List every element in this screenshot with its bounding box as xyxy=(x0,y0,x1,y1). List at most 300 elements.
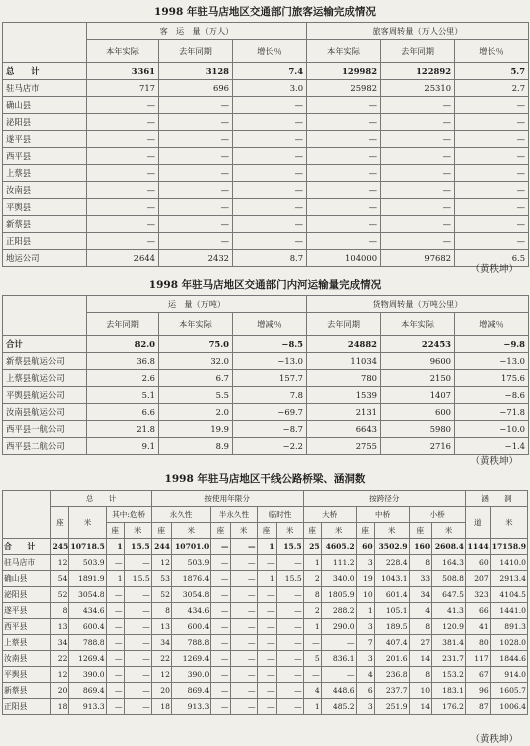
table-cell: 2716 xyxy=(381,438,455,455)
table-cell: 1876.4 xyxy=(171,571,210,587)
table-cell: −13.0 xyxy=(233,353,307,370)
table-cell: 3054.8 xyxy=(171,587,210,603)
table-cell: 12 xyxy=(151,555,171,571)
table-cell: 15.5 xyxy=(124,571,151,587)
table-cell: 160 xyxy=(409,539,432,555)
table1-author: （黄秩坤） xyxy=(470,264,518,275)
table-cell: — xyxy=(124,683,151,699)
table-cell: — xyxy=(455,233,529,250)
table-cell: 647.5 xyxy=(432,587,466,603)
row-label: 上蔡县 xyxy=(3,165,87,182)
table-row xyxy=(3,250,529,267)
table-cell: 1144 xyxy=(465,539,490,555)
row-label: 汝南县 xyxy=(3,651,51,667)
row-label: 西平县二航公司 xyxy=(3,438,87,455)
table-cell: 82.0 xyxy=(87,336,159,353)
table-cell: 34 xyxy=(51,635,69,651)
table3-author: （黄秩坤） xyxy=(470,734,518,745)
column-header: 小桥 xyxy=(409,507,465,523)
table-cell: 164.3 xyxy=(432,555,466,571)
table-row xyxy=(3,216,529,233)
table-row xyxy=(3,651,528,667)
table-cell: 7.8 xyxy=(233,387,307,404)
unit-header: 米 xyxy=(321,523,356,539)
table-cell: 7 xyxy=(356,635,374,651)
table-row xyxy=(3,555,528,571)
table-row xyxy=(3,336,529,353)
corner-cell xyxy=(3,491,51,539)
table-row xyxy=(3,587,528,603)
table-cell: 34 xyxy=(151,635,171,651)
table-cell: 15.5 xyxy=(276,571,303,587)
table-cell: — xyxy=(233,182,307,199)
table-cell: 2.0 xyxy=(159,404,233,421)
table-cell: 129982 xyxy=(307,63,381,80)
table-cell: −10.0 xyxy=(455,421,529,438)
table-cell: 6.6 xyxy=(87,404,159,421)
table-cell: 20 xyxy=(151,683,171,699)
table-cell: 153.2 xyxy=(432,667,466,683)
bridge-culvert-table xyxy=(2,490,528,715)
table-cell: 891.3 xyxy=(490,619,527,635)
table-cell: 1805.9 xyxy=(321,587,356,603)
column-header: 其中:危桥 xyxy=(106,507,151,523)
table-cell: 503.9 xyxy=(69,555,106,571)
table-row xyxy=(3,683,528,699)
table-cell: — xyxy=(87,165,159,182)
table-cell: — xyxy=(124,699,151,715)
table-cell: −8.6 xyxy=(455,387,529,404)
table-cell: 80 xyxy=(465,635,490,651)
table-cell: — xyxy=(87,233,159,250)
group-header: 按跨径分 xyxy=(303,491,465,507)
row-label: 西平县 xyxy=(3,619,51,635)
table-cell: — xyxy=(211,667,230,683)
table-cell: 788.8 xyxy=(69,635,106,651)
table-cell: 323 xyxy=(465,587,490,603)
table-cell: — xyxy=(87,97,159,114)
table-cell: — xyxy=(381,148,455,165)
table-cell: — xyxy=(230,539,257,555)
table-cell: −9.8 xyxy=(455,336,529,353)
column-header: 去年同期 xyxy=(381,40,455,63)
table-row xyxy=(3,182,529,199)
table-cell: — xyxy=(211,699,230,715)
table-cell: — xyxy=(211,571,230,587)
table-cell: 228.4 xyxy=(374,555,409,571)
row-label: 汝南县 xyxy=(3,182,87,199)
table-cell: — xyxy=(307,182,381,199)
table-cell: — xyxy=(159,199,233,216)
table-cell: — xyxy=(230,667,257,683)
column-header: 增长％ xyxy=(455,40,529,63)
table-cell: 1844.6 xyxy=(490,651,527,667)
table-row xyxy=(3,131,529,148)
table-cell: 914.0 xyxy=(490,667,527,683)
table-cell: 251.9 xyxy=(374,699,409,715)
table-cell: 340.0 xyxy=(321,571,356,587)
row-label: 遂平县 xyxy=(3,131,87,148)
table-cell: — xyxy=(257,635,276,651)
table-cell: — xyxy=(307,148,381,165)
table-cell: 237.7 xyxy=(374,683,409,699)
row-label: 上蔡县航运公司 xyxy=(3,370,87,387)
table-cell: — xyxy=(276,555,303,571)
table-cell: 508.8 xyxy=(432,571,466,587)
table-cell: — xyxy=(211,587,230,603)
unit-header: 米 xyxy=(432,523,466,539)
table-cell: 7.4 xyxy=(233,63,307,80)
table-cell: 407.4 xyxy=(374,635,409,651)
table-cell: 25310 xyxy=(381,80,455,97)
column-header: 本年实际 xyxy=(307,40,381,63)
table-cell: — xyxy=(124,635,151,651)
table-cell: 11034 xyxy=(307,353,381,370)
table-cell: 12 xyxy=(51,555,69,571)
table-cell: 104000 xyxy=(307,250,381,267)
table-cell: 52 xyxy=(151,587,171,603)
table-cell: 601.4 xyxy=(374,587,409,603)
table1-title: 1998 年驻马店地区交通部门旅客运输完成情况 xyxy=(154,6,376,18)
table-cell: — xyxy=(381,165,455,182)
table-cell: 2608.4 xyxy=(432,539,466,555)
table-cell: 15.5 xyxy=(276,539,303,555)
table-cell: — xyxy=(211,651,230,667)
table-cell: — xyxy=(87,148,159,165)
table-row xyxy=(3,619,528,635)
table-cell: — xyxy=(230,635,257,651)
table-cell: — xyxy=(233,114,307,131)
table-cell: 175.6 xyxy=(455,370,529,387)
table-cell: — xyxy=(276,619,303,635)
table-cell: 111.2 xyxy=(321,555,356,571)
table-cell: — xyxy=(230,683,257,699)
group-header: 运 量（万吨） xyxy=(87,296,307,313)
table-cell: 1 xyxy=(257,539,276,555)
table-cell: — xyxy=(455,97,529,114)
table-cell: — xyxy=(455,131,529,148)
table-cell: 448.6 xyxy=(321,683,356,699)
table-row xyxy=(3,421,529,438)
table-cell: — xyxy=(455,199,529,216)
table-cell: 4605.2 xyxy=(321,539,356,555)
table-cell: 53 xyxy=(151,571,171,587)
table-cell: 2 xyxy=(303,603,321,619)
unit-header: 米 xyxy=(69,507,106,539)
unit-header: 米 xyxy=(230,523,257,539)
group-header: 客 运 量（万人） xyxy=(87,23,307,40)
table-cell: — xyxy=(230,555,257,571)
table-cell: 1605.7 xyxy=(490,683,527,699)
row-label: 平舆县 xyxy=(3,199,87,216)
table-cell: −69.7 xyxy=(233,404,307,421)
table-cell: — xyxy=(87,199,159,216)
corner-cell xyxy=(3,23,87,63)
table-cell: — xyxy=(211,539,230,555)
table-cell: 183.1 xyxy=(432,683,466,699)
table-row xyxy=(3,114,529,131)
row-label: 驻马店市 xyxy=(3,80,87,97)
table-cell: — xyxy=(159,148,233,165)
table-cell: — xyxy=(159,114,233,131)
row-label: 泌阳县 xyxy=(3,114,87,131)
table-cell: 189.5 xyxy=(374,619,409,635)
table-cell: 122892 xyxy=(381,63,455,80)
table-cell: 1891.9 xyxy=(69,571,106,587)
column-header: 本年实际 xyxy=(159,313,233,336)
column-header: 永久性 xyxy=(151,507,211,523)
table-row xyxy=(3,233,529,250)
table-cell: 8 xyxy=(151,603,171,619)
table-row xyxy=(3,97,529,114)
table-cell: 13 xyxy=(151,619,171,635)
table-cell: — xyxy=(106,699,124,715)
row-label: 总 计 xyxy=(3,63,87,80)
table-cell: — xyxy=(106,555,124,571)
table-cell: 1539 xyxy=(307,387,381,404)
column-header: 中桥 xyxy=(356,507,409,523)
table-cell: 67 xyxy=(465,667,490,683)
table-cell: 381.4 xyxy=(432,635,466,651)
table-cell: 52 xyxy=(51,587,69,603)
table-cell: 231.7 xyxy=(432,651,466,667)
table-row xyxy=(3,148,529,165)
table-cell: 24882 xyxy=(307,336,381,353)
table-cell: −8.7 xyxy=(233,421,307,438)
table-cell: — xyxy=(321,667,356,683)
table-cell: 869.4 xyxy=(69,683,106,699)
table-cell: 2.7 xyxy=(455,80,529,97)
group-header: 涵 洞 xyxy=(465,491,527,507)
table-row xyxy=(3,667,528,683)
table-cell: 5.1 xyxy=(87,387,159,404)
table-cell: 66 xyxy=(465,603,490,619)
table-cell: 2150 xyxy=(381,370,455,387)
table-cell: 8 xyxy=(409,619,432,635)
table3-title: 1998 年驻马店地区干线公路桥梁、涵洞数 xyxy=(164,473,366,485)
table-cell: 15.5 xyxy=(124,539,151,555)
row-label: 新蔡县 xyxy=(3,216,87,233)
row-label: 泌阳县 xyxy=(3,587,51,603)
unit-header: 座 xyxy=(51,507,69,539)
unit-header: 道 xyxy=(465,507,490,539)
table-cell: — xyxy=(233,131,307,148)
unit-header: 米 xyxy=(276,523,303,539)
table-row xyxy=(3,165,529,182)
table-cell: 41 xyxy=(465,619,490,635)
table-cell: — xyxy=(233,97,307,114)
table-cell: — xyxy=(230,619,257,635)
table-cell: 503.9 xyxy=(171,555,210,571)
table-cell: 87 xyxy=(465,699,490,715)
table-cell: — xyxy=(211,555,230,571)
table-cell: 13 xyxy=(51,619,69,635)
table-cell: 3 xyxy=(356,619,374,635)
table-cell: — xyxy=(211,683,230,699)
table-cell: 1 xyxy=(106,571,124,587)
table-cell: 157.7 xyxy=(233,370,307,387)
table-cell: — xyxy=(303,667,321,683)
unit-header: 座 xyxy=(151,523,171,539)
table-cell: 33 xyxy=(409,571,432,587)
row-label: 确山县 xyxy=(3,97,87,114)
row-label: 新蔡县航运公司 xyxy=(3,353,87,370)
unit-header: 米 xyxy=(490,507,527,539)
table-cell: −13.0 xyxy=(455,353,529,370)
group-header: 货物周转量（万吨公里） xyxy=(307,296,529,313)
table-cell: 290.0 xyxy=(321,619,356,635)
table-cell: 4 xyxy=(356,667,374,683)
table-cell: 201.6 xyxy=(374,651,409,667)
table-row xyxy=(3,635,528,651)
table-cell: 5980 xyxy=(381,421,455,438)
table-cell: 4 xyxy=(409,603,432,619)
table-cell: — xyxy=(455,182,529,199)
table-cell: — xyxy=(159,233,233,250)
table-cell: — xyxy=(106,651,124,667)
table-cell: — xyxy=(230,651,257,667)
row-label: 遂平县 xyxy=(3,603,51,619)
table-cell: 21.8 xyxy=(87,421,159,438)
table-cell: — xyxy=(87,114,159,131)
table-cell: 1269.4 xyxy=(69,651,106,667)
table-cell: 3361 xyxy=(87,63,159,80)
column-header: 去年同期 xyxy=(159,40,233,63)
row-label: 西平县 xyxy=(3,148,87,165)
table-cell: 6 xyxy=(356,683,374,699)
table-cell: 6643 xyxy=(307,421,381,438)
table-row xyxy=(3,438,529,455)
row-label: 地运公司 xyxy=(3,250,87,267)
table-cell: 4104.5 xyxy=(490,587,527,603)
table-cell: 1006.4 xyxy=(490,699,527,715)
table-cell: — xyxy=(257,667,276,683)
column-header: 去年同期 xyxy=(87,313,159,336)
table-cell: 600.4 xyxy=(69,619,106,635)
table-cell: — xyxy=(87,216,159,233)
table-cell: 25 xyxy=(303,539,321,555)
table-cell: 2644 xyxy=(87,250,159,267)
table-cell: — xyxy=(276,635,303,651)
table-cell: 12 xyxy=(51,667,69,683)
table-cell: 10 xyxy=(409,683,432,699)
table-cell: — xyxy=(307,165,381,182)
table-cell: −2.2 xyxy=(233,438,307,455)
table-cell: 1028.0 xyxy=(490,635,527,651)
table-cell: 288.2 xyxy=(321,603,356,619)
table-cell: 34 xyxy=(409,587,432,603)
table-cell: — xyxy=(276,683,303,699)
table-cell: 60 xyxy=(465,555,490,571)
table-cell: 41.3 xyxy=(432,603,466,619)
table-row xyxy=(3,387,529,404)
table-cell: — xyxy=(257,683,276,699)
table-cell: 97682 xyxy=(381,250,455,267)
table-cell: — xyxy=(124,667,151,683)
table-cell: 9600 xyxy=(381,353,455,370)
table-row xyxy=(3,199,529,216)
table-cell: — xyxy=(257,555,276,571)
table-cell: — xyxy=(87,182,159,199)
group-header: 按使用年限分 xyxy=(151,491,303,507)
table-cell: 9.1 xyxy=(87,438,159,455)
table-cell: 18 xyxy=(151,699,171,715)
row-label: 平舆县 xyxy=(3,667,51,683)
column-header: 大桥 xyxy=(303,507,356,523)
table-cell: — xyxy=(276,651,303,667)
table-cell: 4 xyxy=(303,683,321,699)
table2-title: 1998 年驻马店地区交通部门内河运输量完成情况 xyxy=(148,279,382,291)
table-cell: 19.9 xyxy=(159,421,233,438)
table-cell: 22 xyxy=(151,651,171,667)
table-cell: 12 xyxy=(151,667,171,683)
table-row xyxy=(3,370,529,387)
table-cell: — xyxy=(230,699,257,715)
table-cell: 600.4 xyxy=(171,619,210,635)
row-label: 汝南县航运公司 xyxy=(3,404,87,421)
unit-header: 座 xyxy=(409,523,432,539)
table-cell: — xyxy=(381,114,455,131)
table-cell: 6.7 xyxy=(159,370,233,387)
table-cell: 22453 xyxy=(381,336,455,353)
table-cell: — xyxy=(230,571,257,587)
table-cell: 25982 xyxy=(307,80,381,97)
table-cell: — xyxy=(106,619,124,635)
table-row xyxy=(3,571,528,587)
table-cell: 1407 xyxy=(381,387,455,404)
table-cell: — xyxy=(233,199,307,216)
table-cell: — xyxy=(307,97,381,114)
table-row xyxy=(3,80,529,97)
table-cell: — xyxy=(211,619,230,635)
unit-header: 座 xyxy=(303,523,321,539)
unit-header: 座 xyxy=(211,523,230,539)
table-cell: 2 xyxy=(303,571,321,587)
row-label: 平舆县航运公司 xyxy=(3,387,87,404)
table-cell: 10718.5 xyxy=(69,539,106,555)
group-header: 旅客周转量（万人公里） xyxy=(307,23,529,40)
table-cell: 390.0 xyxy=(69,667,106,683)
row-label: 合计 xyxy=(3,336,87,353)
table-cell: 3.0 xyxy=(233,80,307,97)
table-cell: 434.6 xyxy=(69,603,106,619)
row-label: 正阳县 xyxy=(3,233,87,250)
table-cell: 1 xyxy=(257,571,276,587)
table-cell: 75.0 xyxy=(159,336,233,353)
row-label: 新蔡县 xyxy=(3,683,51,699)
column-header: 临时性 xyxy=(257,507,303,523)
table-cell: — xyxy=(276,699,303,715)
unit-header: 米 xyxy=(124,523,151,539)
table-cell: 2131 xyxy=(307,404,381,421)
table-row xyxy=(3,404,529,421)
table-cell: — xyxy=(381,233,455,250)
table-cell: — xyxy=(106,667,124,683)
table-cell: — xyxy=(307,233,381,250)
table-cell: — xyxy=(455,114,529,131)
unit-header: 座 xyxy=(106,523,124,539)
table-cell: 14 xyxy=(409,699,432,715)
table-cell: — xyxy=(307,216,381,233)
table-cell: — xyxy=(303,635,321,651)
table-cell: — xyxy=(106,587,124,603)
table-cell: 1043.1 xyxy=(374,571,409,587)
table-cell: 120.9 xyxy=(432,619,466,635)
table-cell: 8 xyxy=(303,587,321,603)
table-cell: 14 xyxy=(409,651,432,667)
group-header: 总 计 xyxy=(51,491,151,507)
table-row xyxy=(3,353,529,370)
